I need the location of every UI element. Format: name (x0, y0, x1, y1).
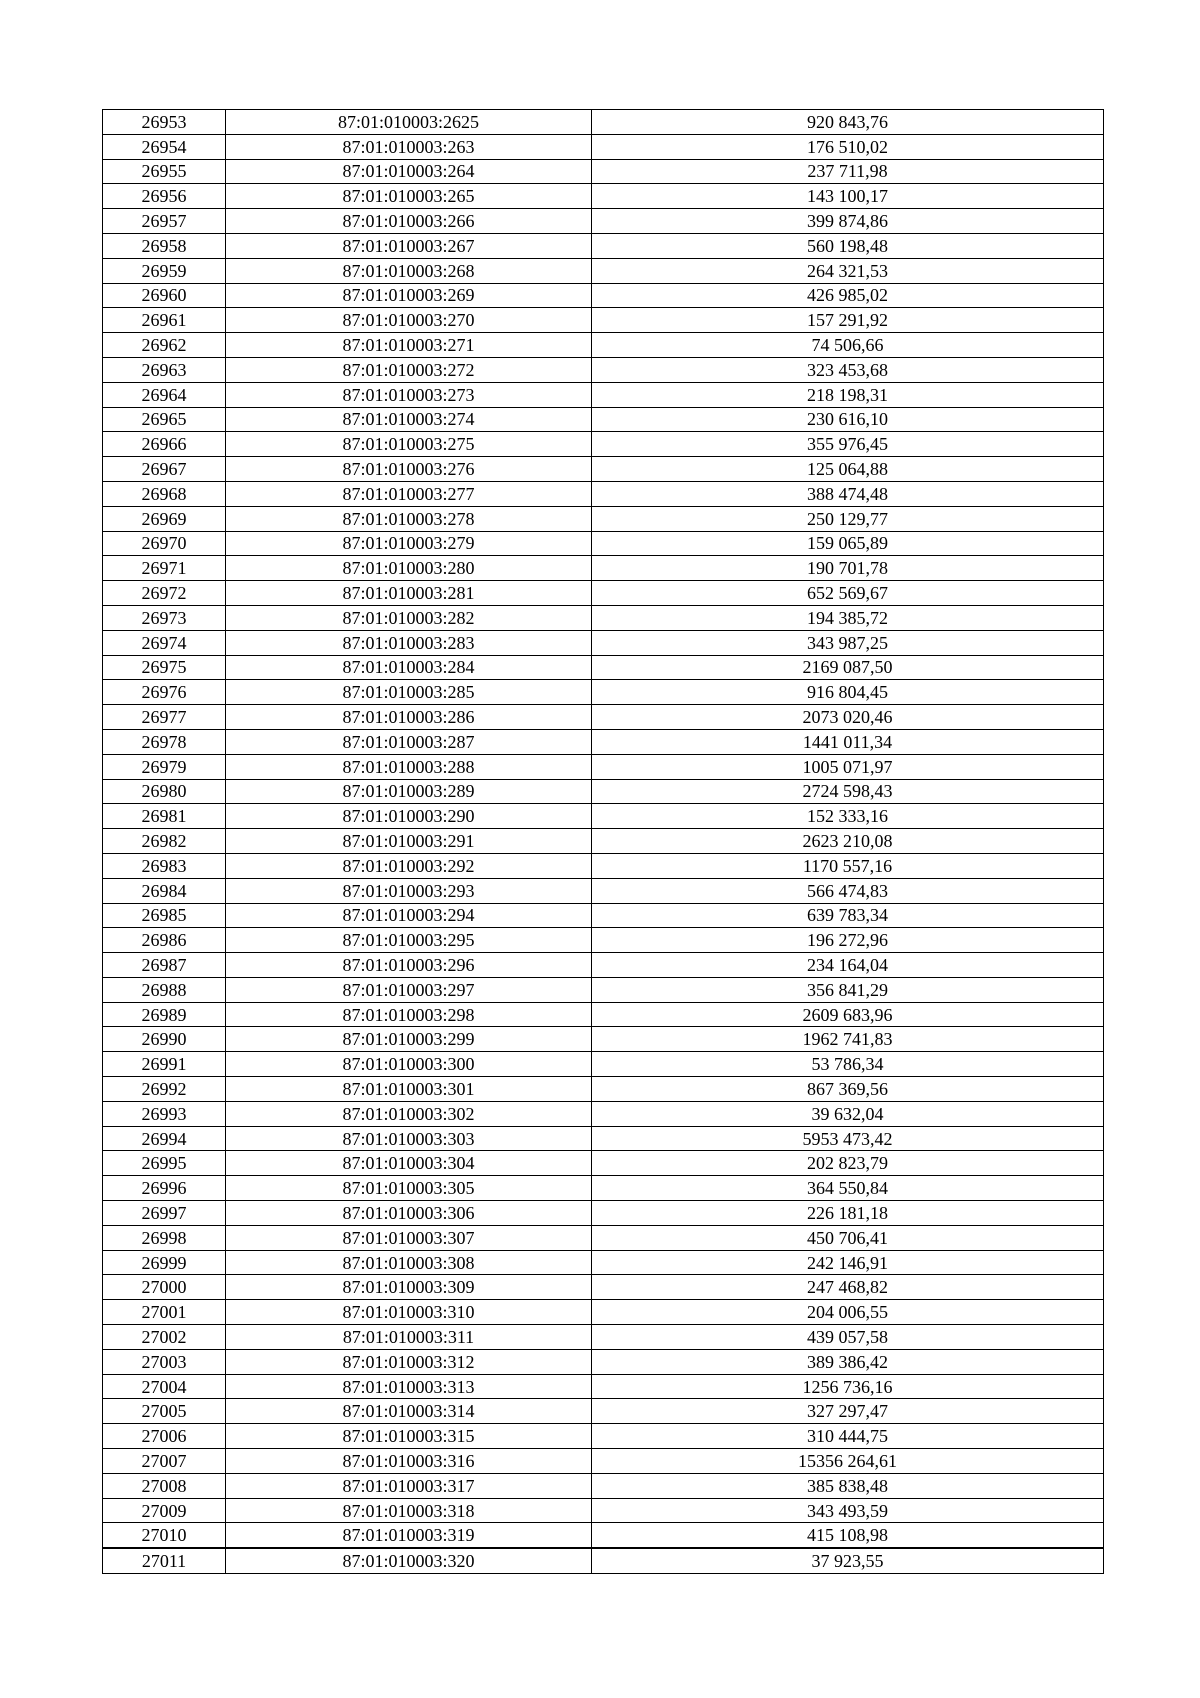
cadastral-value-cell: 157 291,92 (592, 308, 1104, 333)
row-number-cell: 27010 (103, 1523, 226, 1548)
table-row (103, 729, 1104, 754)
cadastral-number-cell: 87:01:010003:291 (226, 829, 592, 854)
row-number-cell: 26999 (103, 1250, 226, 1275)
cadastral-value-cell: 385 838,48 (592, 1473, 1104, 1498)
table-row (103, 1101, 1104, 1126)
table-row (103, 357, 1104, 382)
table-row (103, 1424, 1104, 1449)
cadastral-number-cell: 87:01:010003:302 (226, 1101, 592, 1126)
table-row (103, 630, 1104, 655)
cadastral-number-cell: 87:01:010003:318 (226, 1498, 592, 1523)
cadastral-value-cell: 916 804,45 (592, 680, 1104, 705)
cadastral-value-cell: 37 923,55 (592, 1548, 1104, 1573)
cadastral-value-cell: 230 616,10 (592, 407, 1104, 432)
cadastral-number-cell: 87:01:010003:315 (226, 1424, 592, 1449)
cadastral-value-cell: 415 108,98 (592, 1523, 1104, 1548)
row-number-cell: 27002 (103, 1325, 226, 1350)
row-number-cell: 26976 (103, 680, 226, 705)
row-number-cell: 27011 (103, 1548, 226, 1573)
row-number-cell: 26966 (103, 432, 226, 457)
row-number-cell: 26982 (103, 829, 226, 854)
cadastral-value-cell: 196 272,96 (592, 928, 1104, 953)
cadastral-value-cell: 176 510,02 (592, 134, 1104, 159)
cadastral-value-cell: 15356 264,61 (592, 1449, 1104, 1474)
row-number-cell: 26994 (103, 1126, 226, 1151)
cadastral-value-cell: 355 976,45 (592, 432, 1104, 457)
row-number-cell: 27006 (103, 1424, 226, 1449)
cadastral-number-cell: 87:01:010003:296 (226, 953, 592, 978)
table-row (103, 110, 1104, 135)
row-number-cell: 26984 (103, 878, 226, 903)
cadastral-value-cell: 194 385,72 (592, 605, 1104, 630)
row-number-cell: 26958 (103, 233, 226, 258)
cadastral-number-cell: 87:01:010003:292 (226, 853, 592, 878)
cadastral-value-cell: 323 453,68 (592, 357, 1104, 382)
table-row (103, 605, 1104, 630)
table-row (103, 184, 1104, 209)
table-row (103, 977, 1104, 1002)
cadastral-number-cell: 87:01:010003:281 (226, 581, 592, 606)
cadastral-value-cell: 2623 210,08 (592, 829, 1104, 854)
table-row (103, 680, 1104, 705)
table-row (103, 1027, 1104, 1052)
row-number-cell: 26959 (103, 258, 226, 283)
table-row (103, 1548, 1104, 1573)
table-row (103, 804, 1104, 829)
table-row (103, 481, 1104, 506)
table-row (103, 581, 1104, 606)
cadastral-number-cell: 87:01:010003:295 (226, 928, 592, 953)
cadastral-number-cell: 87:01:010003:293 (226, 878, 592, 903)
table-row (103, 1374, 1104, 1399)
table-row (103, 159, 1104, 184)
table-row (103, 705, 1104, 730)
table-row (103, 853, 1104, 878)
cadastral-number-cell: 87:01:010003:277 (226, 481, 592, 506)
cadastral-number-cell: 87:01:010003:279 (226, 531, 592, 556)
table-row (103, 878, 1104, 903)
cadastral-value-cell: 364 550,84 (592, 1176, 1104, 1201)
table-row (103, 134, 1104, 159)
cadastral-value-cell: 242 146,91 (592, 1250, 1104, 1275)
table-row (103, 1201, 1104, 1226)
cadastral-number-cell: 87:01:010003:290 (226, 804, 592, 829)
cadastral-value-cell: 204 006,55 (592, 1300, 1104, 1325)
cadastral-number-cell: 87:01:010003:263 (226, 134, 592, 159)
cadastral-value-cell: 2724 598,43 (592, 779, 1104, 804)
row-number-cell: 26961 (103, 308, 226, 333)
table-row (103, 1052, 1104, 1077)
row-number-cell: 26997 (103, 1201, 226, 1226)
cadastral-number-cell: 87:01:010003:268 (226, 258, 592, 283)
table-row (103, 1300, 1104, 1325)
cadastral-number-cell: 87:01:010003:311 (226, 1325, 592, 1350)
cadastral-number-cell: 87:01:010003:301 (226, 1077, 592, 1102)
cadastral-value-cell: 639 783,34 (592, 903, 1104, 928)
cadastral-number-cell: 87:01:010003:278 (226, 506, 592, 531)
cadastral-value-cell: 5953 473,42 (592, 1126, 1104, 1151)
row-number-cell: 26987 (103, 953, 226, 978)
row-number-cell: 26995 (103, 1151, 226, 1176)
cadastral-value-cell: 39 632,04 (592, 1101, 1104, 1126)
cadastral-number-cell: 87:01:010003:304 (226, 1151, 592, 1176)
cadastral-value-cell: 218 198,31 (592, 382, 1104, 407)
cadastral-value-cell: 388 474,48 (592, 481, 1104, 506)
cadastral-number-cell: 87:01:010003:298 (226, 1002, 592, 1027)
cadastral-number-cell: 87:01:010003:2625 (226, 110, 592, 135)
table-row (103, 283, 1104, 308)
row-number-cell: 26960 (103, 283, 226, 308)
table-row (103, 432, 1104, 457)
table-body (103, 110, 1104, 1574)
cadastral-number-cell: 87:01:010003:280 (226, 556, 592, 581)
table-row (103, 1523, 1104, 1548)
row-number-cell: 26990 (103, 1027, 226, 1052)
cadastral-number-cell: 87:01:010003:305 (226, 1176, 592, 1201)
table-row (103, 1002, 1104, 1027)
row-number-cell: 26964 (103, 382, 226, 407)
table-row (103, 209, 1104, 234)
cadastral-value-cell: 327 297,47 (592, 1399, 1104, 1424)
table-row (103, 308, 1104, 333)
cadastral-value-cell: 2609 683,96 (592, 1002, 1104, 1027)
table-row (103, 1126, 1104, 1151)
row-number-cell: 26954 (103, 134, 226, 159)
cadastral-value-cell: 125 064,88 (592, 457, 1104, 482)
cadastral-value-cell: 399 874,86 (592, 209, 1104, 234)
row-number-cell: 26957 (103, 209, 226, 234)
cadastral-number-cell: 87:01:010003:264 (226, 159, 592, 184)
table-row (103, 1473, 1104, 1498)
table-row (103, 1399, 1104, 1424)
table-row (103, 506, 1104, 531)
table-row (103, 655, 1104, 680)
cadastral-value-cell: 426 985,02 (592, 283, 1104, 308)
cadastral-value-cell: 159 065,89 (592, 531, 1104, 556)
cadastral-number-cell: 87:01:010003:270 (226, 308, 592, 333)
cadastral-number-cell: 87:01:010003:294 (226, 903, 592, 928)
row-number-cell: 27001 (103, 1300, 226, 1325)
table-row (103, 457, 1104, 482)
table-row (103, 1077, 1104, 1102)
cadastral-value-cell: 264 321,53 (592, 258, 1104, 283)
cadastral-value-cell: 450 706,41 (592, 1225, 1104, 1250)
table-row (103, 382, 1104, 407)
cadastral-number-cell: 87:01:010003:272 (226, 357, 592, 382)
cadastral-number-cell: 87:01:010003:267 (226, 233, 592, 258)
cadastral-number-cell: 87:01:010003:317 (226, 1473, 592, 1498)
cadastral-number-cell: 87:01:010003:312 (226, 1349, 592, 1374)
row-number-cell: 27003 (103, 1349, 226, 1374)
row-number-cell: 26956 (103, 184, 226, 209)
row-number-cell: 26986 (103, 928, 226, 953)
table-row (103, 1250, 1104, 1275)
row-number-cell: 26981 (103, 804, 226, 829)
cadastral-number-cell: 87:01:010003:308 (226, 1250, 592, 1275)
row-number-cell: 26971 (103, 556, 226, 581)
row-number-cell: 26998 (103, 1225, 226, 1250)
cadastral-value-cell: 310 444,75 (592, 1424, 1104, 1449)
cadastral-value-cell: 920 843,76 (592, 110, 1104, 135)
table-row (103, 829, 1104, 854)
cadastral-value-cell: 74 506,66 (592, 333, 1104, 358)
cadastral-value-cell: 2073 020,46 (592, 705, 1104, 730)
cadastral-number-cell: 87:01:010003:319 (226, 1523, 592, 1548)
row-number-cell: 26967 (103, 457, 226, 482)
table-row (103, 333, 1104, 358)
cadastral-number-cell: 87:01:010003:303 (226, 1126, 592, 1151)
cadastral-number-cell: 87:01:010003:316 (226, 1449, 592, 1474)
row-number-cell: 26993 (103, 1101, 226, 1126)
row-number-cell: 27000 (103, 1275, 226, 1300)
row-number-cell: 26978 (103, 729, 226, 754)
cadastral-number-cell: 87:01:010003:313 (226, 1374, 592, 1399)
cadastral-number-cell: 87:01:010003:307 (226, 1225, 592, 1250)
cadastral-value-cell: 389 386,42 (592, 1349, 1104, 1374)
cadastral-value-cell: 439 057,58 (592, 1325, 1104, 1350)
cadastral-value-cell: 190 701,78 (592, 556, 1104, 581)
cadastral-value-cell: 226 181,18 (592, 1201, 1104, 1226)
row-number-cell: 26970 (103, 531, 226, 556)
row-number-cell: 26991 (103, 1052, 226, 1077)
table-row (103, 531, 1104, 556)
cadastral-value-cell: 53 786,34 (592, 1052, 1104, 1077)
row-number-cell: 26969 (103, 506, 226, 531)
cadastral-number-cell: 87:01:010003:309 (226, 1275, 592, 1300)
cadastral-number-cell: 87:01:010003:287 (226, 729, 592, 754)
cadastral-value-cell: 250 129,77 (592, 506, 1104, 531)
table-row (103, 1449, 1104, 1474)
cadastral-number-cell: 87:01:010003:271 (226, 333, 592, 358)
cadastral-value-cell: 566 474,83 (592, 878, 1104, 903)
cadastral-number-cell: 87:01:010003:269 (226, 283, 592, 308)
cadastral-value-cell: 1441 011,34 (592, 729, 1104, 754)
cadastral-number-cell: 87:01:010003:299 (226, 1027, 592, 1052)
row-number-cell: 26968 (103, 481, 226, 506)
cadastral-value-cell: 560 198,48 (592, 233, 1104, 258)
cadastral-value-cell: 343 493,59 (592, 1498, 1104, 1523)
table-row (103, 1275, 1104, 1300)
row-number-cell: 26989 (103, 1002, 226, 1027)
table-row (103, 903, 1104, 928)
cadastral-number-cell: 87:01:010003:306 (226, 1201, 592, 1226)
row-number-cell: 26977 (103, 705, 226, 730)
cadastral-value-cell: 234 164,04 (592, 953, 1104, 978)
cadastral-value-cell: 237 711,98 (592, 159, 1104, 184)
table-row (103, 1349, 1104, 1374)
row-number-cell: 26985 (103, 903, 226, 928)
row-number-cell: 26983 (103, 853, 226, 878)
row-number-cell: 26988 (103, 977, 226, 1002)
cadastral-number-cell: 87:01:010003:283 (226, 630, 592, 655)
table-row (103, 1151, 1104, 1176)
table-row (103, 258, 1104, 283)
row-number-cell: 26974 (103, 630, 226, 655)
row-number-cell: 27007 (103, 1449, 226, 1474)
cadastral-value-cell: 202 823,79 (592, 1151, 1104, 1176)
cadastral-number-cell: 87:01:010003:286 (226, 705, 592, 730)
row-number-cell: 26972 (103, 581, 226, 606)
row-number-cell: 26975 (103, 655, 226, 680)
row-number-cell: 27008 (103, 1473, 226, 1498)
cadastral-number-cell: 87:01:010003:288 (226, 754, 592, 779)
row-number-cell: 27005 (103, 1399, 226, 1424)
cadastral-value-cell: 652 569,67 (592, 581, 1104, 606)
row-number-cell: 26973 (103, 605, 226, 630)
cadastral-number-cell: 87:01:010003:297 (226, 977, 592, 1002)
cadastral-value-cell: 867 369,56 (592, 1077, 1104, 1102)
cadastral-number-cell: 87:01:010003:300 (226, 1052, 592, 1077)
row-number-cell: 26953 (103, 110, 226, 135)
table-row (103, 1225, 1104, 1250)
row-number-cell: 27004 (103, 1374, 226, 1399)
row-number-cell: 26980 (103, 779, 226, 804)
cadastral-value-cell: 143 100,17 (592, 184, 1104, 209)
cadastral-number-cell: 87:01:010003:275 (226, 432, 592, 457)
row-number-cell: 27009 (103, 1498, 226, 1523)
cadastral-value-cell: 152 333,16 (592, 804, 1104, 829)
row-number-cell: 26996 (103, 1176, 226, 1201)
cadastral-value-cell: 1962 741,83 (592, 1027, 1104, 1052)
cadastral-number-cell: 87:01:010003:273 (226, 382, 592, 407)
cadastral-number-cell: 87:01:010003:285 (226, 680, 592, 705)
cadastral-number-cell: 87:01:010003:320 (226, 1548, 592, 1573)
table-row (103, 953, 1104, 978)
cadastral-value-cell: 1170 557,16 (592, 853, 1104, 878)
table-row (103, 754, 1104, 779)
cadastral-number-cell: 87:01:010003:274 (226, 407, 592, 432)
cadastral-value-cell: 343 987,25 (592, 630, 1104, 655)
cadastral-value-table (102, 109, 1104, 1574)
table-row (103, 233, 1104, 258)
row-number-cell: 26963 (103, 357, 226, 382)
table-row (103, 928, 1104, 953)
cadastral-value-cell: 1005 071,97 (592, 754, 1104, 779)
cadastral-number-cell: 87:01:010003:282 (226, 605, 592, 630)
cadastral-value-cell: 356 841,29 (592, 977, 1104, 1002)
row-number-cell: 26955 (103, 159, 226, 184)
row-number-cell: 26992 (103, 1077, 226, 1102)
table-row (103, 1498, 1104, 1523)
table-row (103, 1325, 1104, 1350)
cadastral-number-cell: 87:01:010003:289 (226, 779, 592, 804)
cadastral-number-cell: 87:01:010003:314 (226, 1399, 592, 1424)
cadastral-value-cell: 247 468,82 (592, 1275, 1104, 1300)
cadastral-number-cell: 87:01:010003:310 (226, 1300, 592, 1325)
table-row (103, 407, 1104, 432)
table-row (103, 556, 1104, 581)
row-number-cell: 26962 (103, 333, 226, 358)
row-number-cell: 26965 (103, 407, 226, 432)
cadastral-number-cell: 87:01:010003:265 (226, 184, 592, 209)
table-row (103, 1176, 1104, 1201)
cadastral-value-cell: 1256 736,16 (592, 1374, 1104, 1399)
cadastral-number-cell: 87:01:010003:284 (226, 655, 592, 680)
row-number-cell: 26979 (103, 754, 226, 779)
table-row (103, 779, 1104, 804)
cadastral-number-cell: 87:01:010003:276 (226, 457, 592, 482)
cadastral-value-cell: 2169 087,50 (592, 655, 1104, 680)
cadastral-number-cell: 87:01:010003:266 (226, 209, 592, 234)
